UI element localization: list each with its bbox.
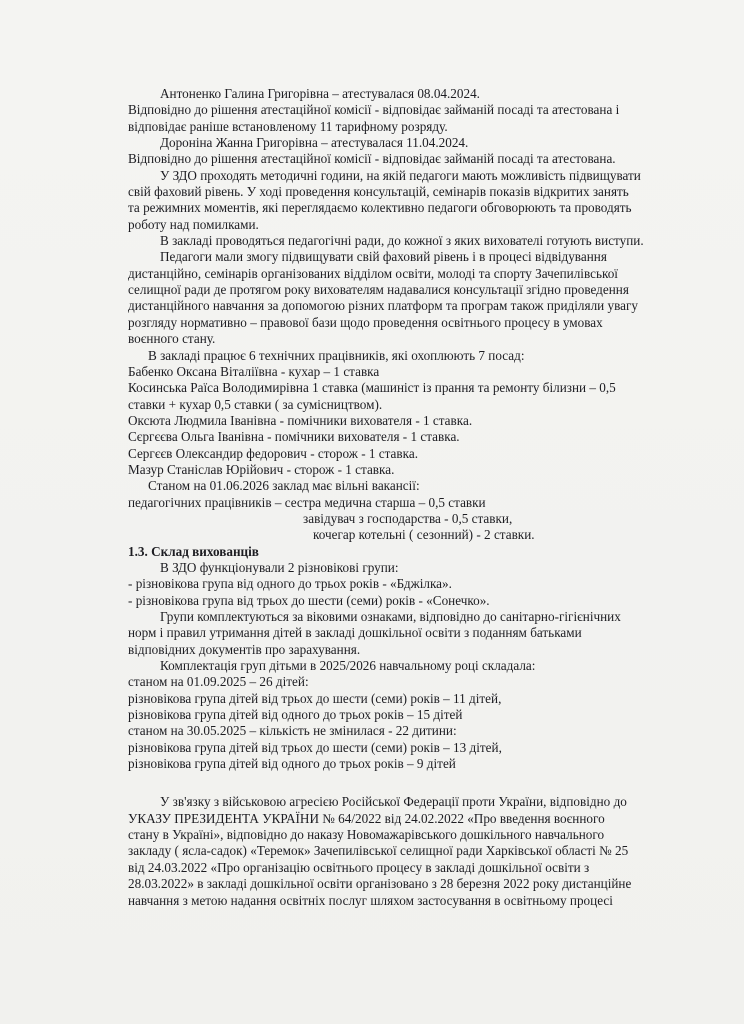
text-line: В закладі працює 6 технічних працівників, які охоплюють 7 посад: [148,347,525,363]
text-line: станом на 30.05.2025 – кількість не змінилася - 22 дитини: [128,723,457,739]
text-line: Косинська Раїса Володимирівна 1 ставка (машиніст із прання та ремонту білизни – 0,5 [128,380,616,396]
text-line: кочегар котельні ( сезонний) - 2 ставки. [313,527,535,543]
text-line: В ЗДО функціонували 2 різновікові групи: [160,559,399,575]
document-text [128,86,688,909]
text-line: від 24.03.2022 «Про організацію освітнього процесу в закладі дошкільної освіти з [128,859,590,875]
text-line: Дороніна Жанна Григорівна – атестувалася 11.04.2024. [160,135,469,151]
text-line: Відповідно до рішення атестаційної комісії - відповідає займаній посаді та атестована. [128,151,616,167]
text-line: норм і правил утримання дітей в закладі дошкільної освіти з поданням батьками [128,625,582,641]
text-line: Комплектація груп дітьми в 2025/2026 навчальному році складала: [160,658,536,674]
text-line: роботу над помилками. [128,216,259,232]
text-line: Оксюта Людмила Іванівна - помічники вихователя - 1 ставка. [128,412,473,428]
text-line: різновікова група дітей від одного до трьох років – 9 дітей [128,756,456,772]
text-line: завідувач з господарства - 0,5 ставки, [303,510,513,526]
text-line: різновікова група дітей від одного до трьох років – 15 дітей [128,707,463,723]
text-line: розгляду нормативно – правової бази щодо проведення освітнього процесу в умовах [128,314,603,330]
text-line: Сєргєєва Ольга Іванівна - помічники вихователя - 1 ставка. [128,429,460,445]
text-line: відповідних документів про зарахування. [128,641,361,657]
text-line: стану в Україні», відповідно до наказу Новомажарівського дошкільного навчального [128,827,605,843]
text-line: різновікова група дітей від трьох до шести (семи) років – 13 дітей, [128,739,502,755]
text-line: Мазур Станіслав Юрійович - сторож - 1 ставка. [128,461,395,477]
text-line: дистанційно, семінарів організованих відділом освіти, молоді та спорту Зачепилівської [128,265,618,281]
section-heading: 1.3. Склад вихованців [128,543,259,559]
text-line: педагогічних працівників – сестра медична старша – 0,5 ставки [128,494,486,510]
text-line: свій фаховий рівень. У ході проведення консультацій, семінарів показів відкритих занять [128,184,629,200]
text-line: - різновікова група від трьох до шести (семи) років - «Сонечко». [128,592,490,608]
text-line: Антоненко Галина Григорівна – атестувалася 08.04.2024. [160,86,480,101]
text-line: селищної ради де протягом року вихователям надавалися консультації згідно проведення [128,282,629,298]
text-line: У зв'язку з військовою агресією Російської Федерації проти України, відповідно до [160,794,627,810]
text-line: Станом на 01.06.2026 заклад має вільні вакансії: [148,478,420,494]
text-line: та режимних моментів, які переглядаємо колективно педагоги обговорюють та проводять [128,200,632,216]
text-line: дистанційного навчання за допомогою різних платформ та програм також приділяли увагу [128,298,639,314]
text-line: Бабенко Оксана Віталіївна - кухар – 1 ставка [128,363,380,379]
text-line: закладу ( ясла-садок) «Теремок» Зачепилівської селищної ради Харківської області № 25 [128,843,629,859]
text-line: 28.03.2022» в закладі дошкільної освіти організовано з 28 березня 2022 року дистанційне [128,876,632,892]
text-line: УКАЗУ ПРЕЗИДЕНТА УКРАЇНИ № 64/2022 від 24.02.2022 «Про введення воєнного [128,810,605,826]
text-line: ставки + кухар 0,5 ставки ( за сумісництвом). [128,396,383,412]
text-line: У ЗДО проходять методичні години, на якій педагоги мають можливість підвищувати [160,167,641,183]
text-line: різновікова група дітей від трьох до шести (семи) років – 11 дітей, [128,690,502,706]
text-line: Групи комплектуються за віковими ознаками, відповідно до санітарно-гігієнічних [160,609,621,624]
text-line: навчання з метою надання освітніх послуг шляхом застосування в освітньому процесі [128,892,613,908]
text-line: Сергєєв Олександир федорович - сторож - 1 ставка. [128,445,418,461]
text-line: відповідає раніше встановленому 11 тарифному розряду. [128,118,448,134]
text-line: станом на 01.09.2025 – 26 дітей: [128,674,309,690]
text-line: Педагоги мали змогу підвищувати свій фаховий рівень і в процесі відвідування [160,249,607,265]
text-line: Відповідно до рішення атестаційної комісії - відповідає займаній посаді та атестована і [128,102,620,118]
text-line: - різновікова група від одного до трьох років - «Бджілка». [128,576,452,592]
text-line: воєнного стану. [128,331,216,347]
text-line: В закладі проводяться педагогічні ради, до кожної з яких вихователі готують виступи. [160,233,644,249]
